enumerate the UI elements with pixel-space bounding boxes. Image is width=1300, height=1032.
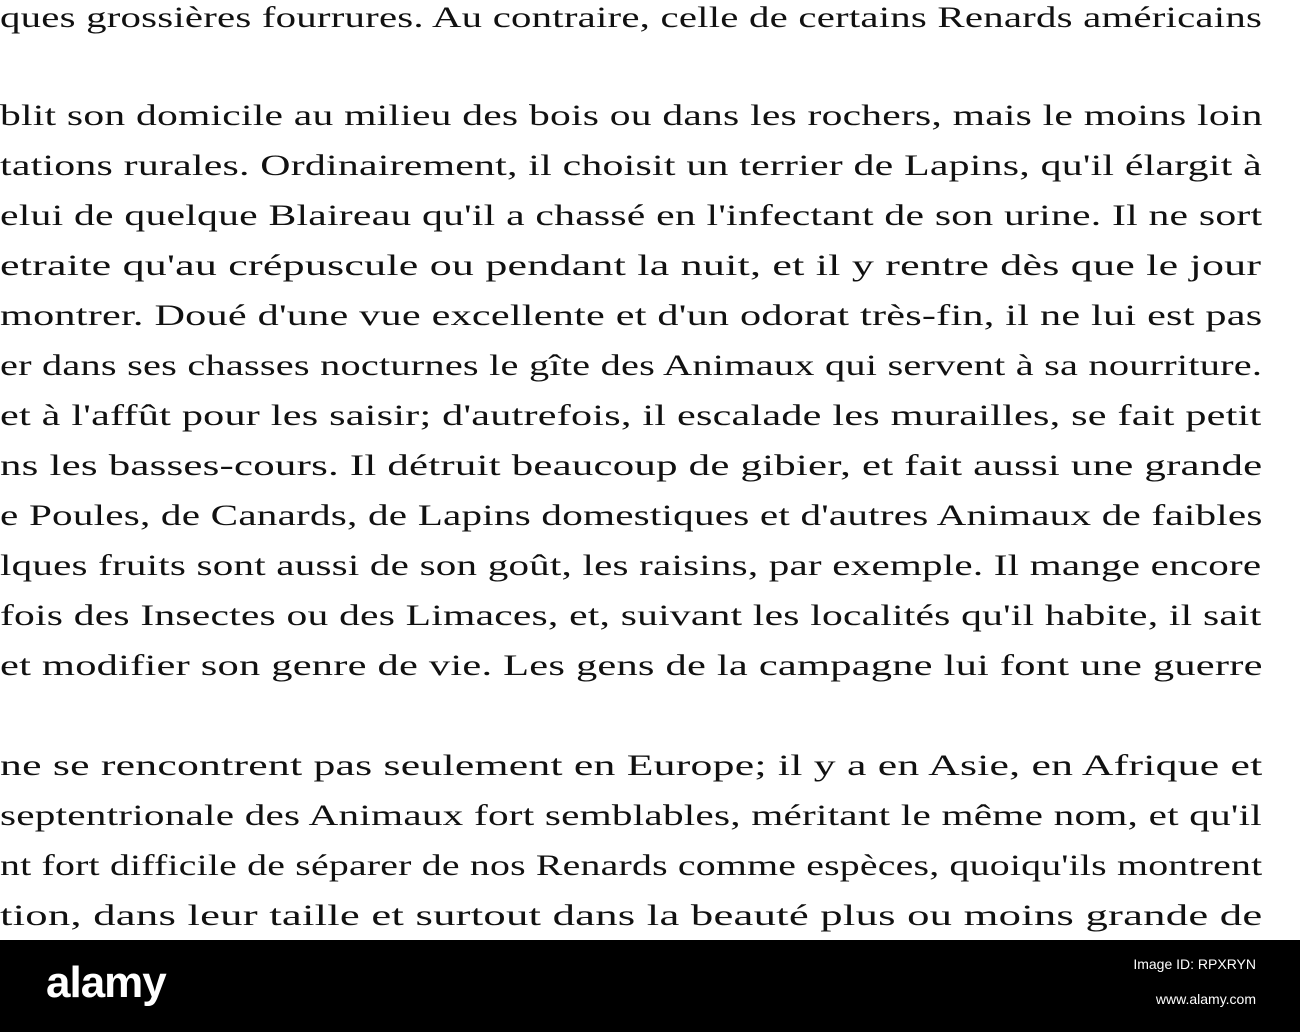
text-line-13: et modifier son genre de vie. Les gens de la campagne lui font une guerre <box>0 649 1263 682</box>
text-line-7: er dans ses chasses nocturnes le gîte des Animaux qui servent à sa nourriture. <box>0 349 1263 382</box>
text-line-14: ne se rencontrent pas seulement en Europe; il y a en Asie, en Afrique et <box>0 749 1263 782</box>
text-line-15: septentrionale des Animaux fort semblables, méritant le même nom, et qu'il <box>0 799 1262 832</box>
text-line-1: ques grossières fourrures. Au contraire, celle de certains Renards américains <box>0 1 1263 34</box>
text-line-2: blit son domicile au milieu des bois ou dans les rochers, mais le moins loin <box>0 99 1263 132</box>
text-line-5: etraite qu'au crépuscule ou pendant la nuit, et il y rentre dès que le jour <box>0 249 1262 282</box>
image-id-label: Image ID: RPXRYN <box>1133 956 1256 972</box>
text-line-11: lques fruits sont aussi de son goût, les raisins, par exemple. Il mange encore <box>0 549 1262 582</box>
text-line-3: tations rurales. Ordinairement, il choisit un terrier de Lapins, qu'il élargit à <box>0 149 1262 182</box>
text-line-10: e Poules, de Canards, de Lapins domestiques et d'autres Animaux de faibles <box>0 499 1263 532</box>
watermark-bar <box>0 940 1300 1032</box>
text-line-9: ns les basses-cours. Il détruit beaucoup de gibier, et fait aussi une grande <box>0 449 1263 482</box>
alamy-logo: alamy <box>46 958 166 1007</box>
site-url: www.alamy.com <box>1155 991 1256 1007</box>
text-line-12: fois des Insectes ou des Limaces, et, suivant les localités qu'il habite, il sait <box>0 599 1262 632</box>
text-line-8: et à l'affût pour les saisir; d'autrefois, il escalade les murailles, se fait petit <box>0 399 1262 432</box>
text-line-4: elui de quelque Blaireau qu'il a chassé en l'infectant de son urine. Il ne sort <box>0 199 1263 232</box>
text-line-16: nt fort difficile de séparer de nos Renards comme espèces, quoiqu'ils montrent <box>0 849 1263 882</box>
text-line-17: tion, dans leur taille et surtout dans la beauté plus ou moins grande de <box>0 899 1263 932</box>
text-line-6: montrer. Doué d'une vue excellente et d'un odorat très-fin, il ne lui est pas <box>0 299 1263 332</box>
